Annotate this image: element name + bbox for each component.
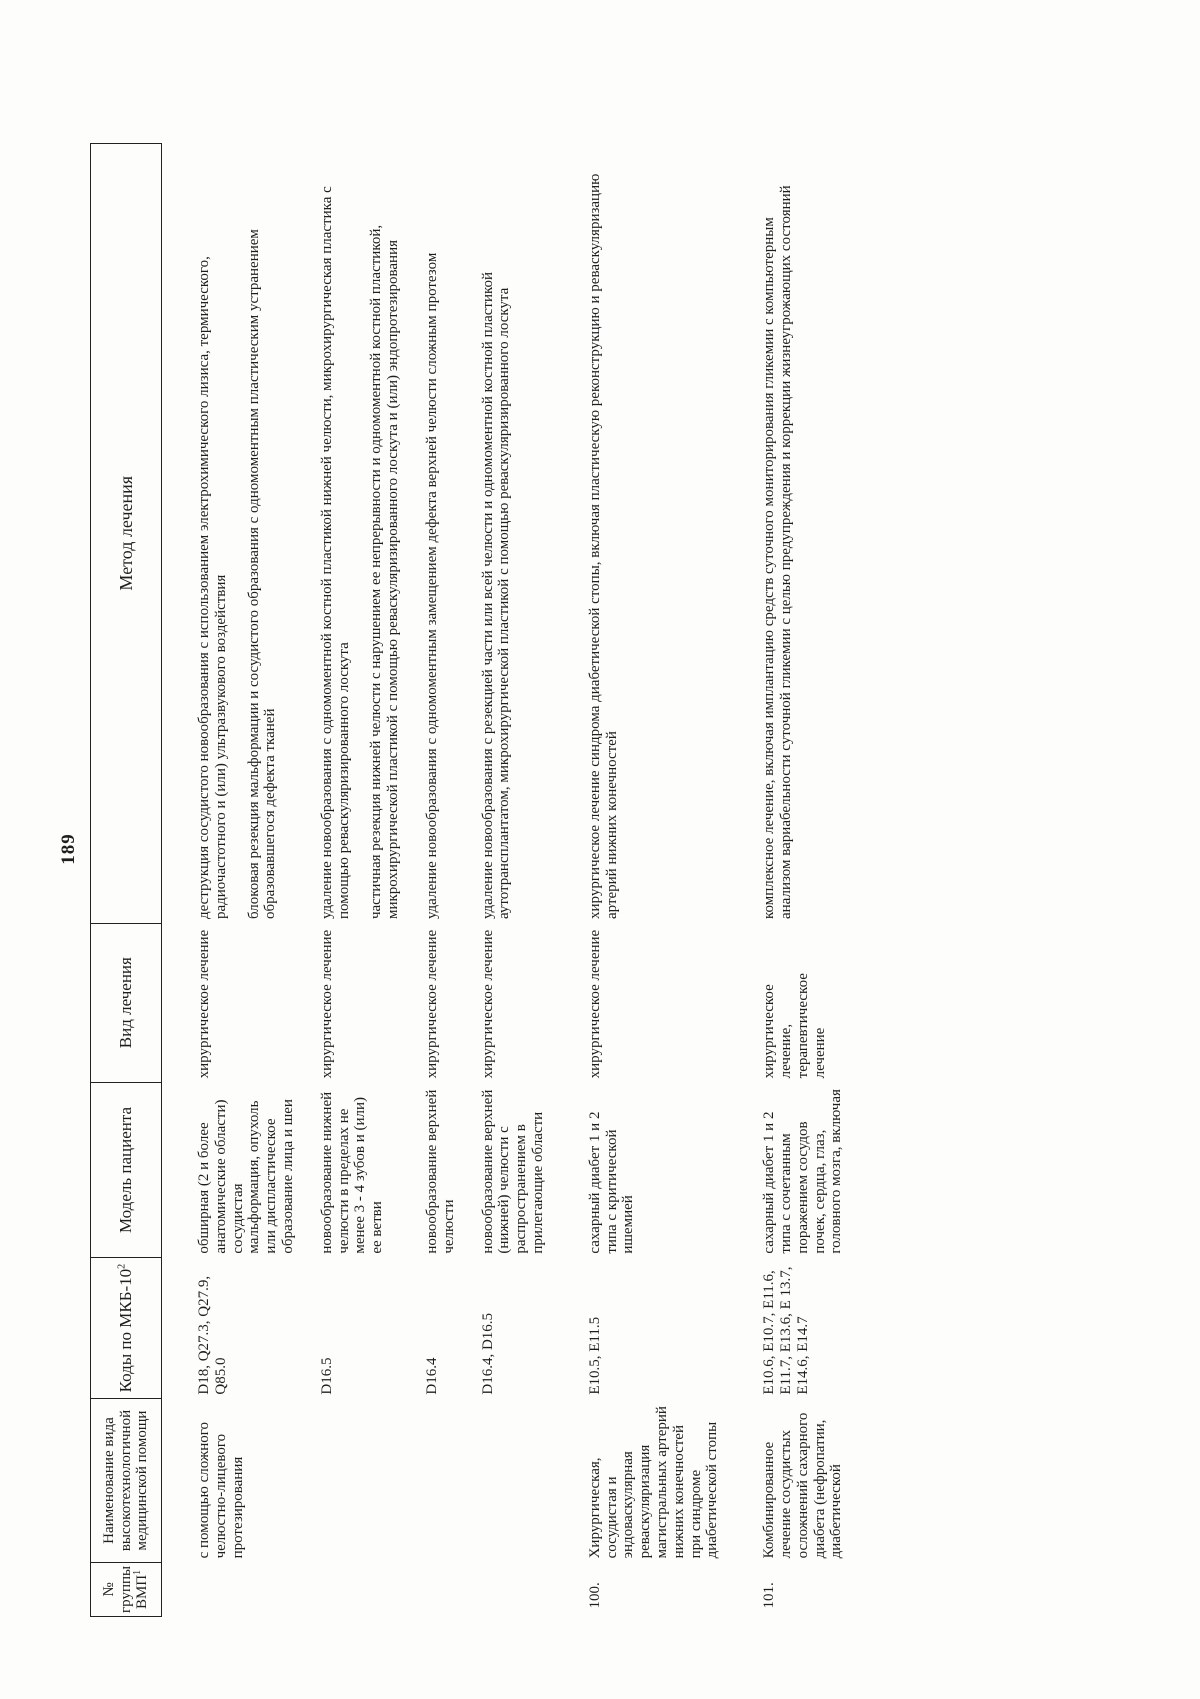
row-treatment-methods <box>402 144 458 924</box>
treatment-method: частичная резекция нижней челюсти с нарушением ее непрерывности и одномоментной костной пластикой, микрохирургической пластикой с помощью реваскуляризированного лоскута и (или) эндопротезирования <box>368 224 402 920</box>
treatment-method: хирургическое лечение синдрома диабетической стопы, включая пластическую реконструкцию и реваскуляризацию артерий нижних конечностей <box>586 173 620 920</box>
page-number: 189 <box>58 833 79 865</box>
row-treatment-type: хирургическое лечение <box>479 929 496 1079</box>
row-icd-codes: D16.5 <box>318 1357 335 1395</box>
row-number <box>402 1562 458 1616</box>
treatment-method: блоковая резекция мальформации и сосудистого образования с одномоментным пластическим устранением образовавшегося дефекта тканей <box>245 229 279 920</box>
row-vmp-name: Комбинированное лечение сосудистых осложнений сахарного диабета (нефропатии, диабетической <box>761 1412 845 1559</box>
vmp-table <box>90 143 845 1617</box>
treatment-method: удаление новообразования с одномоментным замещением дефекта верхней челюсти сложным протезом <box>423 252 440 920</box>
header-group-no-text: № группы ВМП <box>100 1565 151 1613</box>
row-patient-model: новообразование верхней челюсти <box>423 1089 457 1254</box>
row-vmp-name: Хирургическая, сосудистая и эндоваскулярная реваскуляризация магистральных артерий нижних конечностей при синдроме диабетической стопы <box>586 1406 721 1559</box>
row-patient-model: сахарный диабет 1 и 2 типа с сочетанным поражением сосудов почек, сердца, глаз, головного мозга, включая <box>761 1089 845 1254</box>
row-icd-codes: D16.4, D16.5 <box>479 1312 496 1395</box>
row-icd-codes: D18, Q27.3, Q27.9, Q85.0 <box>196 1275 229 1395</box>
row-treatment-methods <box>587 144 761 924</box>
row-treatment-methods <box>162 144 297 924</box>
row-treatment-type: хирургическое лечение <box>586 929 603 1079</box>
table-row <box>297 144 402 1617</box>
row-patient-model: обширная (2 и более анатомические области) сосудистая мальформация, опухоль или диспластическое образование лица и шеи <box>196 1099 296 1254</box>
row-number <box>162 1562 297 1616</box>
header-codes <box>91 1258 162 1399</box>
row-icd-codes: E10.5, E11.5 <box>586 1316 603 1395</box>
header-row <box>91 144 162 1617</box>
treatment-method: комплексное лечение, включая имплантацию средств суточного мониторирования гликемии с компьютерным анализом вариабельности суточной гликемии с целью предупреждения и коррекции жизнеугрожающих состояний <box>761 185 794 920</box>
row-patient-model: сахарный диабет 1 и 2 типа с критической ишемией <box>586 1111 637 1254</box>
row-number: 101. <box>761 1582 778 1609</box>
row-treatment-methods <box>297 144 402 924</box>
header-type: Вид лечения <box>91 923 162 1082</box>
row-icd-codes: E10.6, E10.7, E11.6, E11.7, E13.6, E 13.7, E14.6, E14.7 <box>761 1266 811 1395</box>
table-row <box>402 144 458 1617</box>
table-row <box>458 144 587 1617</box>
row-vmp-name <box>297 1399 402 1563</box>
header-name: Наименование вида высокотехнологичной медицинской помощи <box>91 1399 162 1563</box>
row-patient-model: новообразование верхней (нижней) челюсти с распространением в прилегающие области <box>479 1089 546 1254</box>
treatment-method: деструкция сосудистого новообразования с использованием электрохимического лизиса, термического, радиочастотного и (или) ультразвукового воздействия <box>196 256 229 920</box>
row-vmp-name <box>458 1399 587 1563</box>
row-treatment-type: хирургическое лечение <box>318 929 335 1079</box>
treatment-method: удаление новообразования с одномоментной костной пластикой нижней челюсти, микрохирургическая пластика с помощью реваскуляризированного лоскута <box>318 186 352 920</box>
footnote-1-marker: 1 <box>132 1569 144 1575</box>
row-treatment-methods <box>761 144 845 924</box>
row-icd-codes: D16.4 <box>423 1357 440 1395</box>
header-model: Модель пациента <box>91 1082 162 1257</box>
treatment-method: удаление новообразования с резекцией части или всей челюсти и одномоментной костной пластикой аутотрансплантатом, микрохирургической пластикой с помощью реваскуляризированного лоскута <box>479 271 513 920</box>
row-treatment-methods <box>458 144 587 924</box>
header-codes-text: Коды по МКБ-10 <box>116 1268 136 1393</box>
row-number <box>458 1562 587 1616</box>
row-treatment-type: хирургическое лечение <box>423 929 440 1079</box>
table-row <box>761 144 845 1617</box>
table-row <box>162 144 297 1617</box>
header-group-no <box>91 1562 162 1616</box>
row-patient-model: новообразование нижней челюсти в пределах не менее 3 - 4 зубов и (или) ее ветви <box>318 1091 386 1254</box>
row-number <box>297 1562 402 1616</box>
table-body <box>162 144 846 1617</box>
row-treatment-type: хирургическое лечение, терапевтическое лечение <box>761 973 828 1079</box>
row-vmp-name <box>402 1399 458 1563</box>
row-treatment-type: хирургическое лечение <box>196 929 212 1079</box>
row-vmp-name: с помощью сложного челюстно-лицевого протезирования <box>196 1421 246 1559</box>
footnote-2-marker: 2 <box>116 1263 128 1269</box>
table-row <box>587 144 761 1617</box>
header-method: Метод лечения <box>91 144 162 924</box>
row-number: 100. <box>586 1582 603 1609</box>
